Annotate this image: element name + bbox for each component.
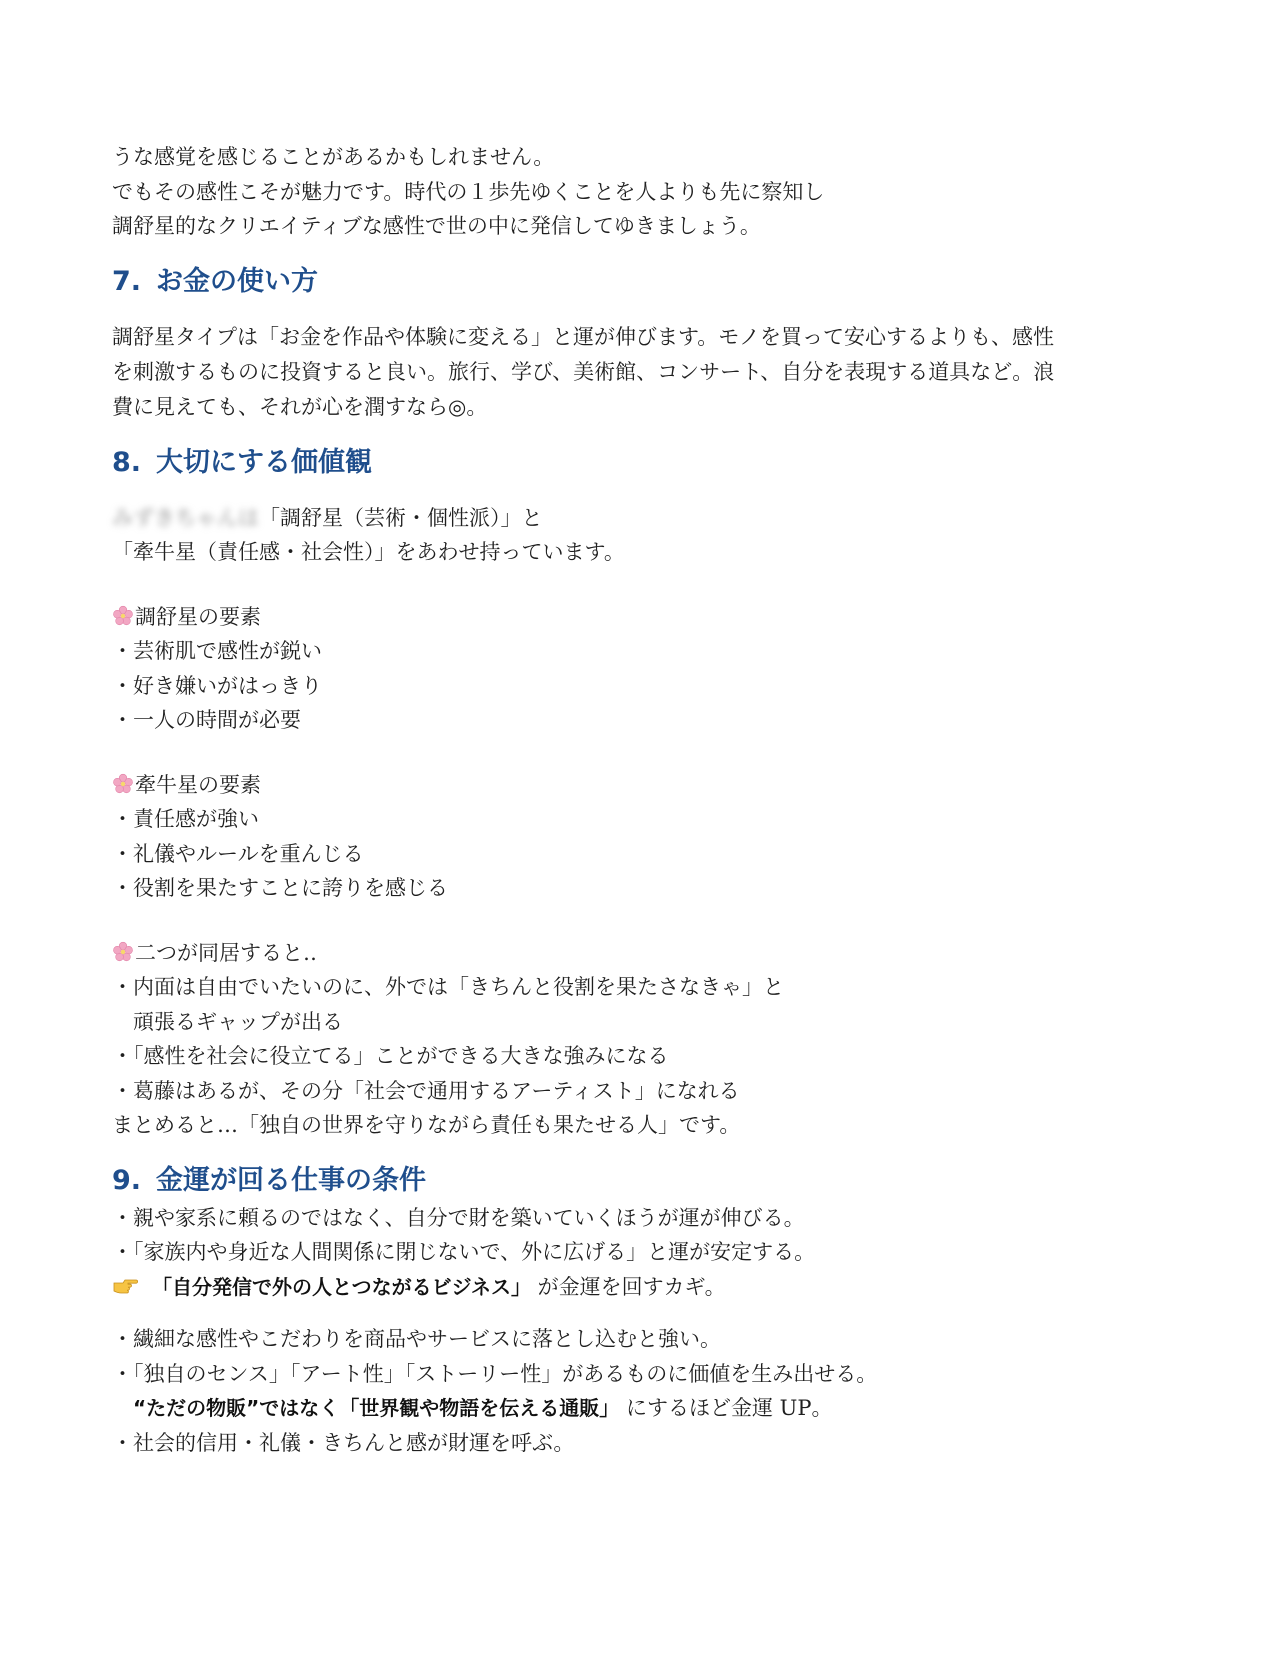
- blurred-name: みずきちゃんは: [112, 505, 259, 530]
- section-7-heading: [112, 262, 1172, 302]
- list-item-continuation: 頑張るギャップが出る: [133, 1009, 343, 1034]
- list-item: ・葛藤はあるが、その分「社会で通用するアーティスト」になれる: [112, 1078, 740, 1103]
- values-intro-text: 「調舒星（芸術・個性派）」と: [259, 505, 543, 530]
- section-number: 7.: [112, 265, 142, 297]
- intro-line: うな感覚を感じることがあるかもしれません。: [112, 145, 555, 169]
- list-item: ・内面は自由でいたいのに、外では「きちんと役割を果たさなきゃ」と: [112, 975, 784, 999]
- cherry-blossom-icon: [112, 605, 134, 627]
- list-item: ・役割を果たすことに誇りを感じる: [112, 876, 448, 900]
- list-item: ・「感性を社会に役立てる」ことができる大きな強みになる: [112, 1044, 669, 1068]
- pointer-rest: が金運を回すカギ。: [531, 1274, 726, 1299]
- list-item: ・繊細な感性やこだわりを商品やサービスに落とし込むと強い。: [112, 1327, 721, 1351]
- group-title-text: 牽牛星の要素: [135, 772, 261, 797]
- paragraph-line: 費に見えても、それが心を潤すなら◎。: [112, 394, 488, 419]
- pointer-line: [112, 1270, 1172, 1305]
- summary-line: まとめると…「独自の世界を守りながら責任も果たせる人」です。: [112, 1113, 741, 1137]
- paragraph-line: を刺激するものに投資すると良い。旅行、学び、美術館、コンサート、自分を表現する道具など。浪: [112, 359, 1055, 384]
- section-number: 9.: [112, 1164, 142, 1196]
- list-item: ・社会的信用・礼儀・きちんと感が財運を呼ぶ。: [112, 1430, 575, 1455]
- group-title-text: 調舒星の要素: [135, 604, 261, 629]
- section-title: 大切にする価値観: [156, 446, 372, 478]
- emphasis-line: [112, 1391, 1172, 1426]
- cherry-blossom-icon: [112, 773, 134, 795]
- group-title: [112, 936, 1172, 971]
- section-7-paragraph: [112, 320, 1172, 425]
- document-page: [112, 140, 1172, 1460]
- emphasis-phrase: “ただの物販”ではなく「世界観や物語を伝える通販」: [133, 1396, 620, 1420]
- list-item: ・好き嫌いがはっきり: [112, 673, 322, 698]
- emphasis-rest: にするほど金運 UP。: [619, 1396, 833, 1420]
- values-intro-line: [112, 501, 1172, 536]
- list-item: ・責任感が強い: [112, 807, 259, 831]
- list-item: ・礼儀やルールを重んじる: [112, 841, 364, 866]
- group-title: [112, 768, 1172, 803]
- group-title-text: 二つが同居すると‥: [135, 940, 318, 965]
- cherry-blossom-icon: [112, 941, 134, 963]
- key-phrase: 「自分発信で外の人とつながるビジネス」: [152, 1274, 531, 1299]
- list-item: ・芸術肌で感性が鋭い: [112, 639, 322, 663]
- section-8-heading: [112, 443, 1172, 483]
- list-item: ・「独自のセンス」「アート性」「ストーリー性」があるものに価値を生み出せる。: [112, 1361, 878, 1386]
- intro-line: 調舒星的なクリエイティブな感性で世の中に発信してゆきましょう。: [112, 214, 761, 238]
- section-9-heading: [112, 1161, 1172, 1201]
- list-item: ・親や家系に頼るのではなく、自分で財を築いていくほうが運が伸びる。: [112, 1205, 805, 1230]
- intro-line: でもその感性こそが魅力です。時代の１歩先ゆくことを人よりも先に察知し: [112, 179, 825, 204]
- paragraph-line: 調舒星タイプは「お金を作品や体験に変える」と運が伸びます。モノを買って安心するよりも、感性: [112, 324, 1055, 349]
- list-item: ・「家族内や身近な人間関係に閉じないで、外に広げる」と運が安定する。: [112, 1240, 816, 1264]
- section-number: 8.: [112, 446, 142, 478]
- section-title: お金の使い方: [156, 265, 318, 297]
- backhand-index-pointing-right-icon: [112, 1277, 138, 1295]
- section-title: 金運が回る仕事の条件: [156, 1164, 426, 1196]
- group-title: [112, 600, 1172, 635]
- list-item: ・一人の時間が必要: [112, 708, 301, 732]
- values-intro-line: 「牽牛星（責任感・社会性）」をあわせ持っています。: [112, 540, 625, 564]
